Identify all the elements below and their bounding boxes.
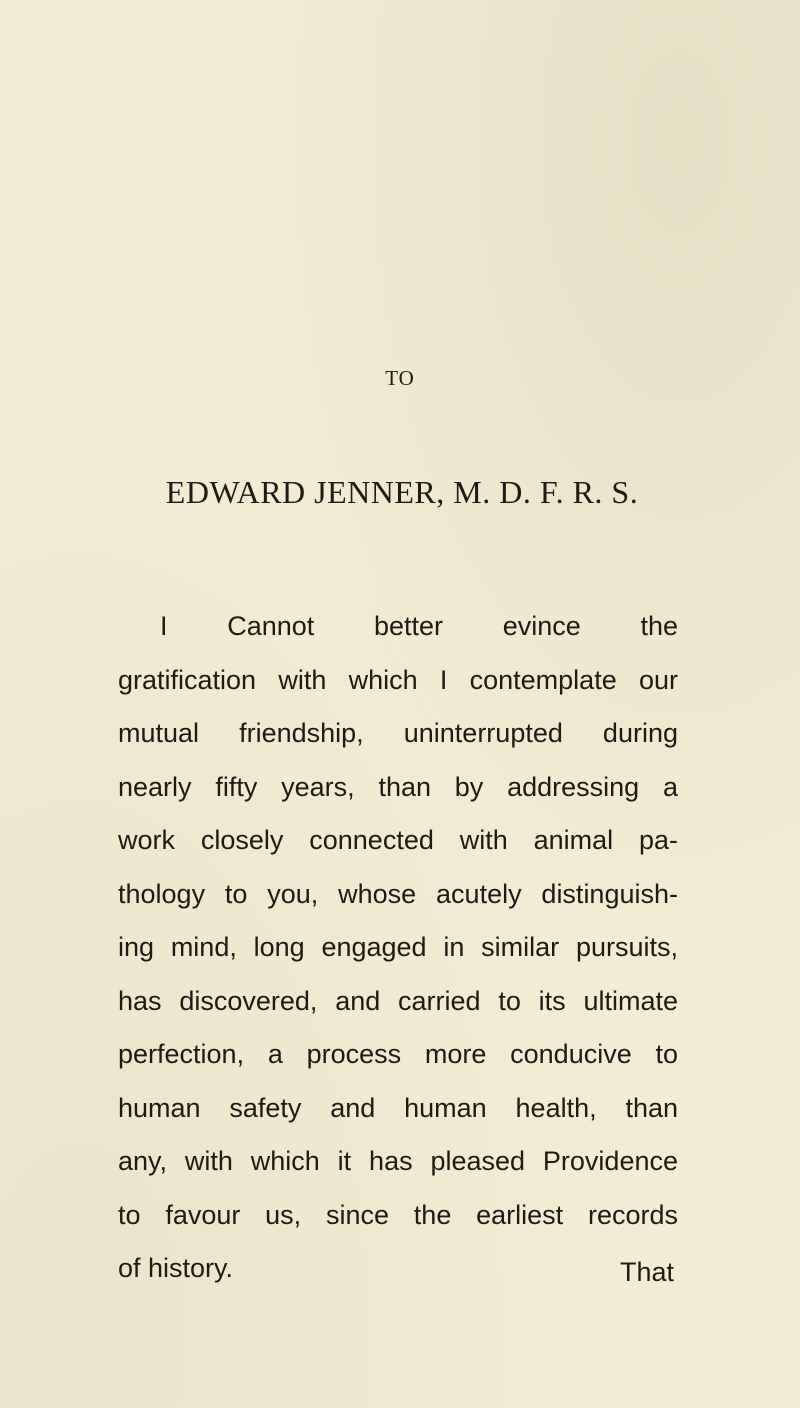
body-line: mutual friendship, uninterrupted during (118, 718, 678, 748)
dedication-to-heading: TO (385, 366, 415, 390)
body-line: I Cannot better evince the (160, 611, 678, 641)
body-line: work closely connected with animal pa- (118, 825, 678, 855)
body-line: gratification with which I contemplate our (118, 664, 678, 695)
body-line: nearly fifty years, than by addressing a (118, 771, 678, 802)
dedication-body (118, 600, 678, 1296)
body-line: to favour us, since the earliest records (118, 1199, 678, 1230)
body-line: thology to you, whose acutely distinguish- (118, 878, 678, 909)
body-line: has discovered, and carried to its ultimate (118, 985, 678, 1016)
body-line: human safety and human health, than (118, 1092, 678, 1123)
body-line: any, with which it has pleased Providence (118, 1146, 678, 1176)
catchword: That (619, 1257, 674, 1287)
body-line: perfection, a process more conducive to (118, 1039, 678, 1069)
dedication-addressee: EDWARD JENNER, M. D. F. R. S. (165, 474, 639, 510)
body-line: ing mind, long engaged in similar pursuits, (118, 932, 678, 962)
body-line: of history. (118, 1253, 234, 1283)
